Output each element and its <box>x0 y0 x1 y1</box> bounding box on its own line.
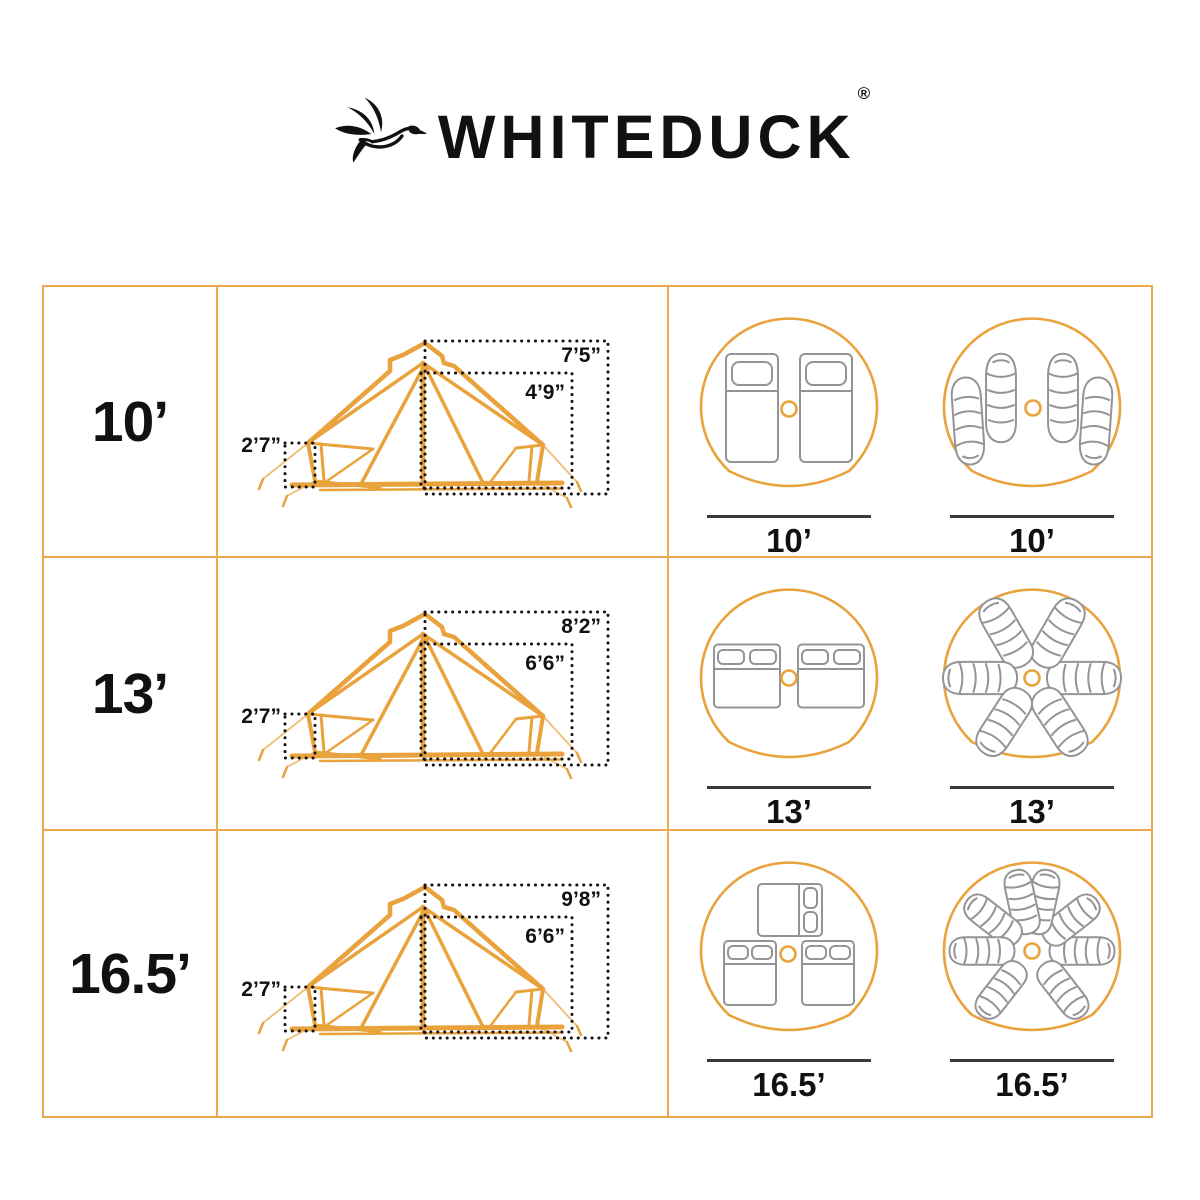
center-pole-icon <box>1025 671 1040 686</box>
size-cell-10 <box>44 287 218 558</box>
sleeping-bag <box>1048 354 1078 442</box>
dimension-label-center-height: 6’6” <box>525 925 565 948</box>
tent-side-view-diagram <box>230 857 650 1092</box>
width-label: 16.5’ <box>752 1066 826 1103</box>
width-underline <box>950 786 1114 789</box>
sleeping-bag <box>1079 377 1114 466</box>
floor-plan-mattresses <box>689 588 889 831</box>
sleeping-bag <box>1032 956 1094 1024</box>
sleeping-bag <box>950 937 1015 965</box>
floor-plan-mattresses <box>689 861 889 1104</box>
sleeping-bag-layout-diagram <box>932 317 1132 509</box>
mattress-layout-diagram <box>689 317 889 509</box>
sleeping-bag-layout-diagram <box>932 588 1132 780</box>
mattress-layout-diagram <box>689 588 889 780</box>
width-underline <box>950 1059 1114 1062</box>
queen-mattress <box>724 941 776 1005</box>
queen-mattress <box>802 941 854 1005</box>
floor-plans-cell-13 <box>669 558 1151 831</box>
width-label: 13’ <box>1009 793 1055 830</box>
size-cell-16-5 <box>44 831 218 1116</box>
sleeping-bag <box>986 354 1016 442</box>
tent-side-view-diagram <box>230 313 650 548</box>
dimension-label-peak-height: 8’2” <box>561 615 601 638</box>
sleeping-bag-layout-diagram <box>932 861 1132 1053</box>
width-label: 13’ <box>766 793 812 830</box>
dimension-label-wall-height: 2’7” <box>241 705 281 728</box>
center-pole-icon <box>782 671 797 686</box>
floor-plan-sleeping-bags <box>932 588 1132 831</box>
mattress-layout-diagram <box>689 861 889 1053</box>
twin-mattress <box>800 354 852 462</box>
registered-mark: ® <box>857 84 871 103</box>
queen-mattress <box>758 884 822 936</box>
floor-plans-cell-16-5 <box>669 831 1151 1116</box>
dimension-label-wall-height: 2’7” <box>241 978 281 1001</box>
width-underline <box>950 515 1114 518</box>
tent-size-comparison-table <box>42 285 1153 1118</box>
twin-mattress <box>726 354 778 462</box>
duck-icon <box>332 92 428 178</box>
width-label: 16.5’ <box>995 1066 1069 1103</box>
center-pole-icon <box>782 402 797 417</box>
center-pole-icon <box>781 947 796 962</box>
dimension-label-center-height: 4’9” <box>525 381 565 404</box>
floor-plan-sleeping-bags <box>932 861 1132 1104</box>
tent-diagram-cell-10 <box>218 287 669 558</box>
width-underline <box>707 515 871 518</box>
width-underline <box>707 786 871 789</box>
width-underline <box>707 1059 871 1062</box>
width-label: 10’ <box>766 522 812 559</box>
width-label: 10’ <box>1009 522 1055 559</box>
dimension-label-peak-height: 7’5” <box>561 344 601 367</box>
floor-plans-cell-10 <box>669 287 1151 558</box>
size-label: 16.5’ <box>69 941 191 1006</box>
brand-wordmark: WHITEDUCK® <box>437 84 871 171</box>
floor-plan-mattresses <box>689 317 889 560</box>
sleeping-bag <box>1047 662 1121 694</box>
queen-mattress <box>798 645 864 708</box>
tent-diagram-cell-13 <box>218 558 669 831</box>
center-pole-icon <box>1025 944 1040 959</box>
tent-side-view-diagram <box>230 584 650 819</box>
size-label: 10’ <box>91 389 169 454</box>
dimension-label-center-height: 6’6” <box>525 652 565 675</box>
sleeping-bag <box>943 662 1017 694</box>
queen-mattress <box>714 645 780 708</box>
brand-logo <box>0 84 1200 178</box>
sleeping-bag <box>951 377 986 466</box>
floor-plan-sleeping-bags <box>932 317 1132 560</box>
center-pole-icon <box>1026 401 1041 416</box>
tent-diagram-cell-16-5 <box>218 831 669 1116</box>
size-label: 13’ <box>91 661 169 726</box>
dimension-label-peak-height: 9’8” <box>561 888 601 911</box>
dimension-label-wall-height: 2’7” <box>241 434 281 457</box>
size-cell-13 <box>44 558 218 831</box>
sleeping-bag <box>970 956 1032 1024</box>
